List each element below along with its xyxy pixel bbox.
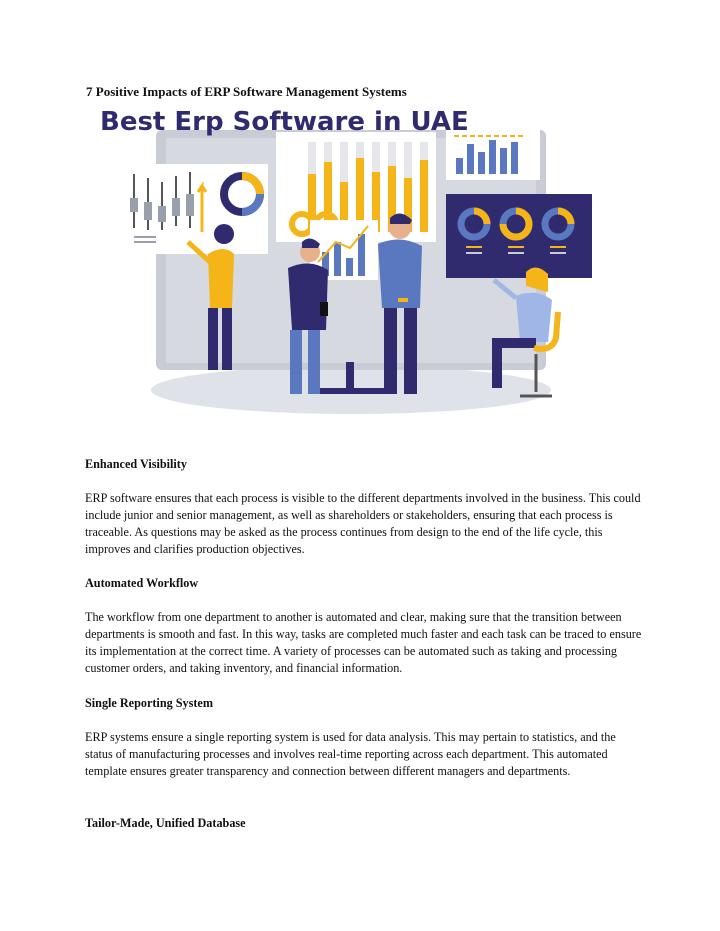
section-automated-workflow: [85, 575, 645, 677]
section-heading: Automated Workflow: [85, 576, 199, 590]
section-single-reporting: [85, 695, 645, 780]
section-body: ERP systems ensure a single reporting system is used for data analysis. This may pertain to statistics, and the status of manufacturing processes and involves real-time reporting across each department. This automated template ensures greater transparency and connection between different managers and departments.: [85, 730, 616, 778]
section-body: ERP software ensures that each process is visible to the different departments involved in the business. This could include junior and senior management, as well as shareholders or stakeholders, ensuring that each process is traceable. As questions may be asked as the process continues from design to the end of the life cycle, this improves and clarifies production objectives.: [85, 491, 641, 556]
section-enhanced-visibility: [85, 456, 645, 558]
section-unified-database: [85, 815, 645, 832]
section-heading: Single Reporting System: [85, 696, 213, 710]
banner-text: Best Erp Software in UAE: [100, 107, 469, 137]
erp-dashboard-illustration: [96, 102, 592, 420]
section-body: The workflow from one department to another is automated and clear, making sure that the transition between departments is smooth and fast. In this way, tasks are completed much faster and each task can be traced to ensure its implementation at the correct time. A variety of processes can be automated such as taking and processing customer orders, and taking inventory, and financial information.: [85, 610, 642, 675]
hero-illustration: [96, 102, 592, 420]
section-heading: Enhanced Visibility: [85, 457, 187, 471]
page-title: 7 Positive Impacts of ERP Software Management Systems: [86, 84, 407, 99]
section-heading: Tailor-Made, Unified Database: [85, 816, 246, 830]
